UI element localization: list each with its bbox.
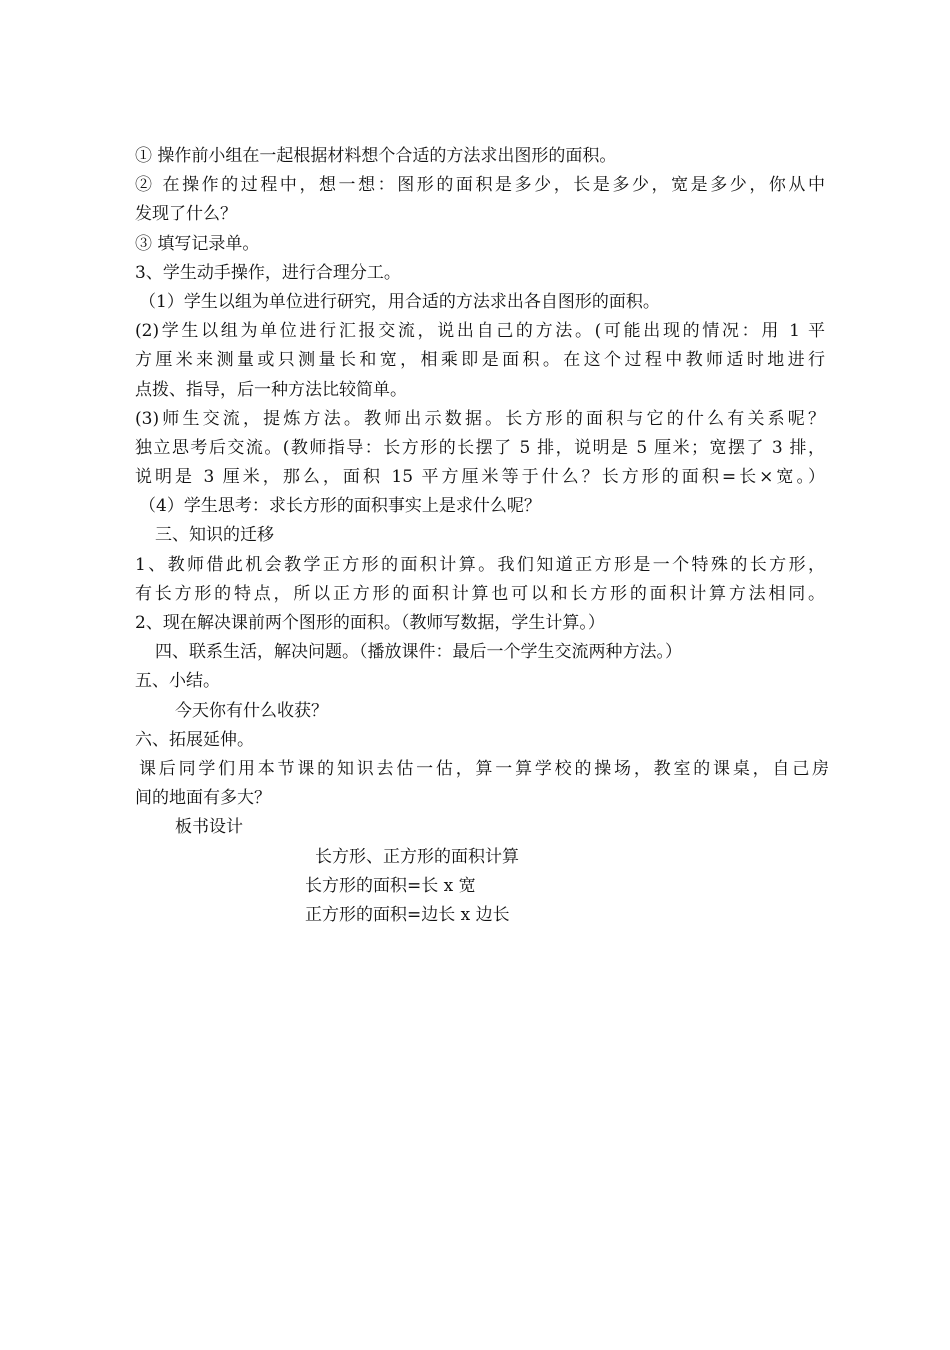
board-title: 长方形、正方形的面积计算 bbox=[315, 846, 519, 867]
board-formula-rectangle: 长方形的面积=长 x 宽 bbox=[305, 875, 476, 896]
text-line: 课后同学们用本节课的知识去估一估，算一算学校的操场，教室的课桌，自己房 bbox=[139, 758, 829, 779]
text-line: 今天你有什么收获？ bbox=[175, 700, 328, 721]
text-line: 点拨、指导，后一种方法比较简单。 bbox=[135, 379, 407, 400]
text-line: 有长方形的特点，所以正方形的面积计算也可以和长方形的面积计算方法相同。 bbox=[135, 583, 825, 604]
section-heading: 五、小结。 bbox=[135, 671, 220, 692]
text-line: 发现了什么？ bbox=[135, 204, 237, 225]
text-line: （1）学生以组为单位进行研究，用合适的方法求出各自图形的面积。 bbox=[139, 291, 660, 312]
text-line: 方厘米来测量或只测量长和宽，相乘即是面积。在这个过程中教师适时地进行 bbox=[135, 350, 825, 371]
text-line: (2)学生以组为单位进行汇报交流，说出自己的方法。(可能出现的情况：用 1 平 bbox=[135, 321, 825, 342]
text-line: 说明是 3 厘米，那么，面积 15 平方厘米等于什么？长方形的面积=长×宽。） bbox=[135, 467, 825, 488]
section-heading: 六、拓展延伸。 bbox=[135, 729, 254, 750]
text-line: ② 在操作的过程中，想一想：图形的面积是多少，长是多少，宽是多少，你从中 bbox=[135, 175, 825, 196]
board-heading: 板书设计 bbox=[175, 817, 243, 838]
section-heading: 四、联系生活，解决问题。（播放课件：最后一个学生交流两种方法。） bbox=[155, 642, 682, 663]
text-line: ① 操作前小组在一起根据材料想个合适的方法求出图形的面积。 bbox=[135, 146, 617, 166]
text-line: （4）学生思考：求长方形的面积事实上是求什么呢？ bbox=[139, 496, 541, 517]
text-line: (3)师生交流，提炼方法。教师出示数据。长方形的面积与它的什么有关系呢？ bbox=[135, 408, 825, 429]
text-line: ③ 填写记录单。 bbox=[135, 233, 260, 254]
section-heading: 三、知识的迁移 bbox=[155, 525, 274, 546]
board-formula-square: 正方形的面积=边长 x 边长 bbox=[305, 904, 510, 925]
text-line: 间的地面有多大？ bbox=[135, 788, 271, 809]
text-line: 3、学生动手操作，进行合理分工。 bbox=[135, 262, 401, 283]
document-body bbox=[135, 142, 835, 930]
text-line: 2、现在解决课前两个图形的面积。（教师写数据，学生计算。） bbox=[135, 613, 605, 633]
text-line: 独立思考后交流。(教师指导：长方形的长摆了 5 排，说明是 5 厘米；宽摆了 3 排， bbox=[135, 437, 825, 458]
text-line: 1、教师借此机会教学正方形的面积计算。我们知道正方形是一个特殊的长方形， bbox=[135, 554, 825, 575]
